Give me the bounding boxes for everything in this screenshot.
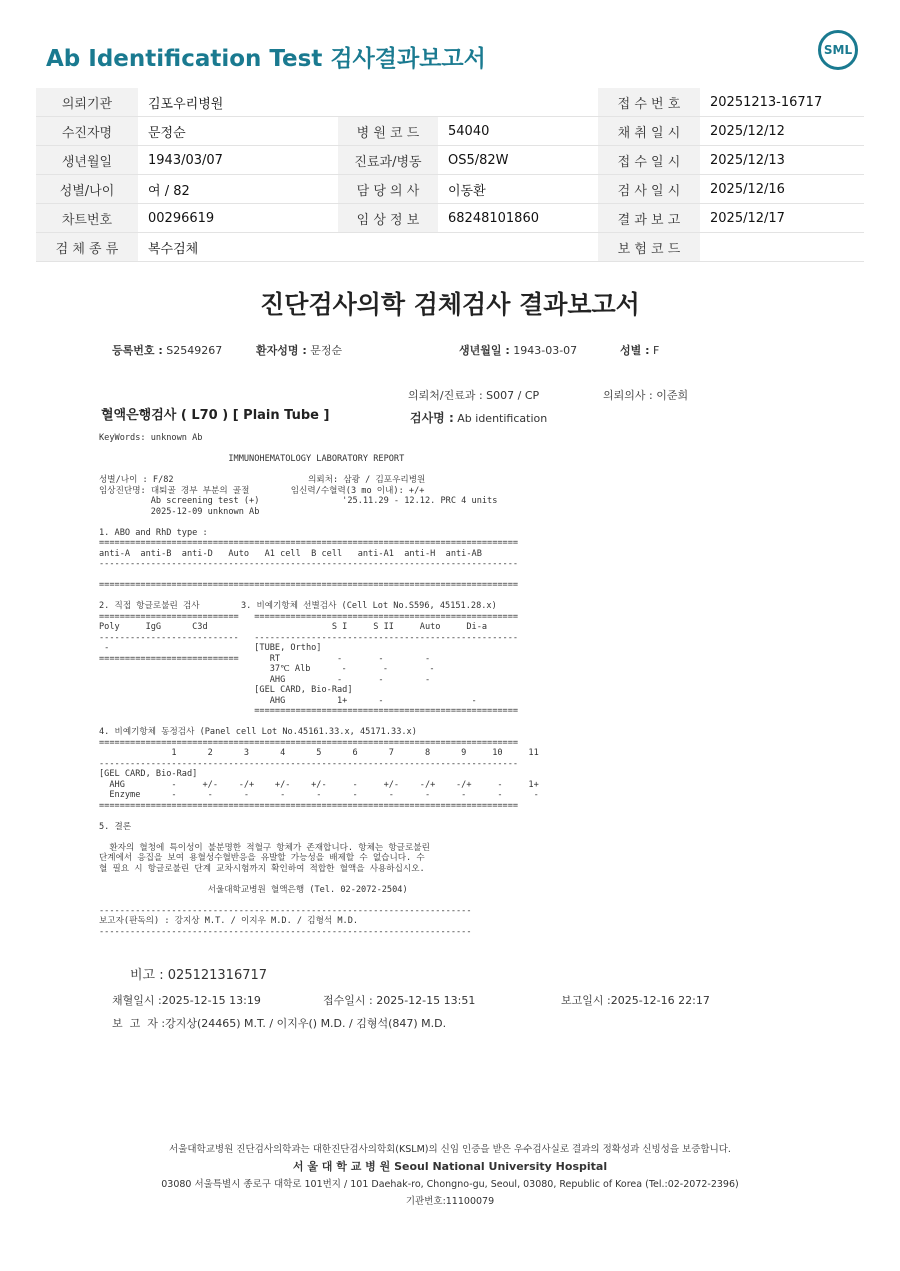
lab-text-line: [99, 717, 539, 728]
received-date: 접수일시 : 2025-12-15 13:51: [323, 994, 476, 1007]
info-label: 보 험 코 드: [598, 233, 700, 262]
report-heading: 진단검사의학 검체검사 결과보고서: [260, 290, 640, 319]
dob-label: 생년월일 :: [459, 344, 510, 357]
info-value: 2025/12/12: [700, 117, 864, 146]
info-value: 00296619: [138, 204, 338, 233]
registration: [112, 342, 222, 358]
info-label: [338, 88, 438, 117]
info-row: [36, 146, 864, 175]
lab-text-line: ------------------------------------------------------------------------: [99, 926, 472, 937]
sex: [620, 342, 659, 358]
sex-value: F: [652, 344, 660, 357]
reporter: 보 고 자 :강지상(24465) M.T. / 이지우() M.D. / 김형석(847) M.D.: [112, 1017, 447, 1030]
lab-text-line: [99, 570, 539, 581]
test-group: 혈액은행검사 ( L70 ) [ Plain Tube ]: [101, 408, 330, 423]
info-label: 차트번호: [36, 204, 138, 233]
info-row: [36, 88, 864, 117]
lab-text-line: 단계에서 응집을 보여 용혈성수혈반응을 유발할 가능성을 배제할 수 없습니다. 수: [99, 853, 425, 863]
lab-text-line: 4. 비예기항체 동정검사 (Panel cell Lot No.45161.33.x, 45171.33.x): [99, 727, 417, 737]
collected-date: 채혈일시 :2025-12-15 13:19: [112, 994, 261, 1007]
footer-institution-no: 기관번호:11100079: [405, 1196, 495, 1207]
lab-text-line: KeyWords: unknown Ab: [99, 433, 203, 443]
info-value: 54040: [438, 117, 598, 146]
logo-text: SML: [823, 43, 853, 57]
test-name-value: Ab identification: [457, 412, 548, 425]
info-label: [338, 233, 438, 262]
lab-text-line: Poly IgG C3d S I S II Auto Di-a: [99, 622, 488, 632]
info-label: 의뢰기관: [36, 88, 138, 117]
sex-label: 성별 :: [620, 344, 650, 357]
info-label: 채 취 일 시: [598, 117, 700, 146]
lab-text-line: 임상진단명: 대퇴골 경부 부분의 골절 임신력/수혈력(3 mo 이내): +/+: [99, 485, 425, 496]
doctor-info: 의뢰의사 : 이준희: [603, 389, 689, 402]
info-label: 병 원 코 드: [338, 117, 438, 146]
info-value: 문정순: [138, 117, 338, 146]
info-row: [36, 233, 864, 262]
lab-text-line: AHG - +/- -/+ +/- +/- - +/- -/+ -/+ - 1+: [99, 779, 539, 790]
info-label: 성별/나이: [36, 175, 138, 204]
footer-accreditation: 서울대학교병원 진단검사의학과는 대한진단검사의학회(KSLM)의 신임 인증을 받은 우수검사실로 결과의 정확성과 신빙성을 보증합니다.: [169, 1144, 731, 1155]
lab-report-text: [99, 433, 539, 937]
sml-logo: [818, 30, 858, 70]
lab-text-line: 성별/나이 : F/82 의뢰처: 삼광 / 김포우리병원: [99, 475, 426, 485]
lab-text-line: 1. ABO and RhD type :: [99, 527, 208, 538]
info-label: 생년월일: [36, 146, 138, 175]
lab-text-line: [99, 591, 539, 602]
lab-text-line: 5. 결론: [99, 821, 132, 832]
patient-label: 환자성명 :: [256, 344, 307, 357]
info-value: 2025/12/13: [700, 146, 864, 175]
test-name: [410, 409, 547, 426]
reported-date: 보고일시 :2025-12-16 22:17: [561, 994, 710, 1007]
info-label: 진료과/병동: [338, 146, 438, 175]
lab-text-line: IMMUNOHEMATOLOGY LABORATORY REPORT: [99, 454, 405, 464]
dob: [459, 342, 577, 358]
lab-text-line: 혈 필요 시 항글로불린 단계 교차시험까지 확인하여 적합한 혈액을 사용하십시오.: [99, 863, 425, 874]
lab-text-line: =================================================================================: [99, 800, 519, 811]
patient-name: 문정순: [310, 344, 343, 357]
lab-text-line: Ab screening test (+) '25.11.29 - 12.12. PRC 4 units: [99, 496, 498, 506]
remarks-label: 비고 :: [130, 968, 164, 983]
patient-info-table: [36, 88, 864, 262]
lab-text-line: ---------------------------------------------------------------------------------: [99, 758, 519, 769]
lab-text-line: 보고자(판독의) : 강지상 M.T. / 이지우 M.D. / 김형석 M.D.: [99, 916, 359, 926]
lab-text-line: =================================================================================: [99, 737, 519, 748]
lab-text-line: ---------------------------------------------------------------------------------: [99, 559, 519, 569]
reg-label: 등록번호 :: [112, 344, 163, 357]
lab-text-line: [GEL CARD, Bio-Rad]: [99, 769, 198, 779]
lab-text-line: =================================================================================: [99, 538, 519, 548]
info-row: [36, 204, 864, 233]
info-value: [438, 233, 598, 262]
info-label: 검 체 종 류: [36, 233, 138, 262]
lab-text-line: [99, 444, 539, 455]
lab-text-line: 37℃ Alb - - -: [99, 664, 435, 674]
lab-text-line: Enzyme - - - - - - - - - - -: [99, 790, 539, 800]
lab-text-line: [99, 517, 539, 528]
lab-text-line: [99, 832, 539, 843]
lab-text-line: --------------------------- ---------------------------------------------------: [99, 632, 519, 643]
lab-text-line: - [TUBE, Ortho]: [99, 643, 322, 653]
dept-info: 의뢰처/진료과 : S007 / CP: [408, 389, 540, 402]
lab-text-line: 2025-12-09 unknown Ab: [99, 506, 260, 517]
lab-text-line: ------------------------------------------------------------------------: [99, 905, 472, 916]
info-label: 담 당 의 사: [338, 175, 438, 204]
info-value: 20251213-16717: [700, 88, 864, 117]
info-value: [700, 233, 864, 262]
lab-text-line: =========================== RT - - -: [99, 653, 431, 664]
lab-text-line: [99, 465, 539, 476]
info-label: 수진자명: [36, 117, 138, 146]
lab-text-line: [GEL CARD, Bio-Rad]: [99, 685, 353, 695]
lab-text-line: 서울대학교병원 혈액은행 (Tel. 02-2072-2504): [99, 884, 408, 895]
remarks: [130, 964, 267, 983]
lab-text-line: =================================================================================: [99, 580, 519, 590]
info-value: 이동환: [438, 175, 598, 204]
info-label: 임 상 정 보: [338, 204, 438, 233]
reg-number: S2549267: [166, 344, 223, 357]
info-value: 복수검체: [138, 233, 338, 262]
report-title: Ab Identification Test 검사결과보고서: [46, 46, 486, 72]
dob-value: 1943-03-07: [513, 344, 578, 357]
lab-text-line: 2. 직접 항글로불린 검사 3. 비예기항체 선별검사 (Cell Lot No.S596, 45151.28.x): [99, 601, 497, 611]
info-value: 1943/03/07: [138, 146, 338, 175]
lab-text-line: [99, 874, 539, 885]
lab-text-line: 1 2 3 4 5 6 7 8 9 10 11: [99, 748, 539, 758]
info-value: OS5/82W: [438, 146, 598, 175]
lab-text-line: AHG - - -: [99, 674, 431, 685]
info-value: 2025/12/16: [700, 175, 864, 204]
info-value: 2025/12/17: [700, 204, 864, 233]
lab-text-line: [99, 895, 539, 906]
info-label: 접 수 번 호: [598, 88, 700, 117]
info-label: 결 과 보 고: [598, 204, 700, 233]
info-row: [36, 175, 864, 204]
patient: [256, 342, 342, 358]
lab-text-line: =========================== ===================================================: [99, 611, 519, 622]
info-value: [438, 88, 598, 117]
lab-text-line: [99, 811, 539, 822]
lab-text-line: 환자의 혈청에 특이성이 불분명한 적혈구 항체가 존재합니다. 항체는 항글로불린: [99, 842, 430, 853]
info-label: 접 수 일 시: [598, 146, 700, 175]
lab-text-line: ===================================================: [99, 706, 519, 716]
remarks-value: 025121316717: [167, 968, 268, 983]
info-row: [36, 117, 864, 146]
footer-hospital: 서 울 대 학 교 병 원 Seoul National University Hospital: [292, 1160, 608, 1173]
lab-text-line: AHG 1+ - -: [99, 695, 477, 706]
lab-text-line: anti-A anti-B anti-D Auto A1 cell B cell anti-A1 anti-H anti-AB: [99, 548, 482, 559]
info-value: 여 / 82: [138, 175, 338, 204]
info-value: 68248101860: [438, 204, 598, 233]
footer-address: 03080 서울특별시 종로구 대학로 101번지 / 101 Daehak-ro, Chongno-gu, Seoul, 03080, Republic of Korea (Tel.:02-2072-2396): [161, 1179, 739, 1190]
test-name-label: 검사명 :: [410, 411, 454, 425]
info-value: 김포우리병원: [138, 88, 338, 117]
info-label: 검 사 일 시: [598, 175, 700, 204]
